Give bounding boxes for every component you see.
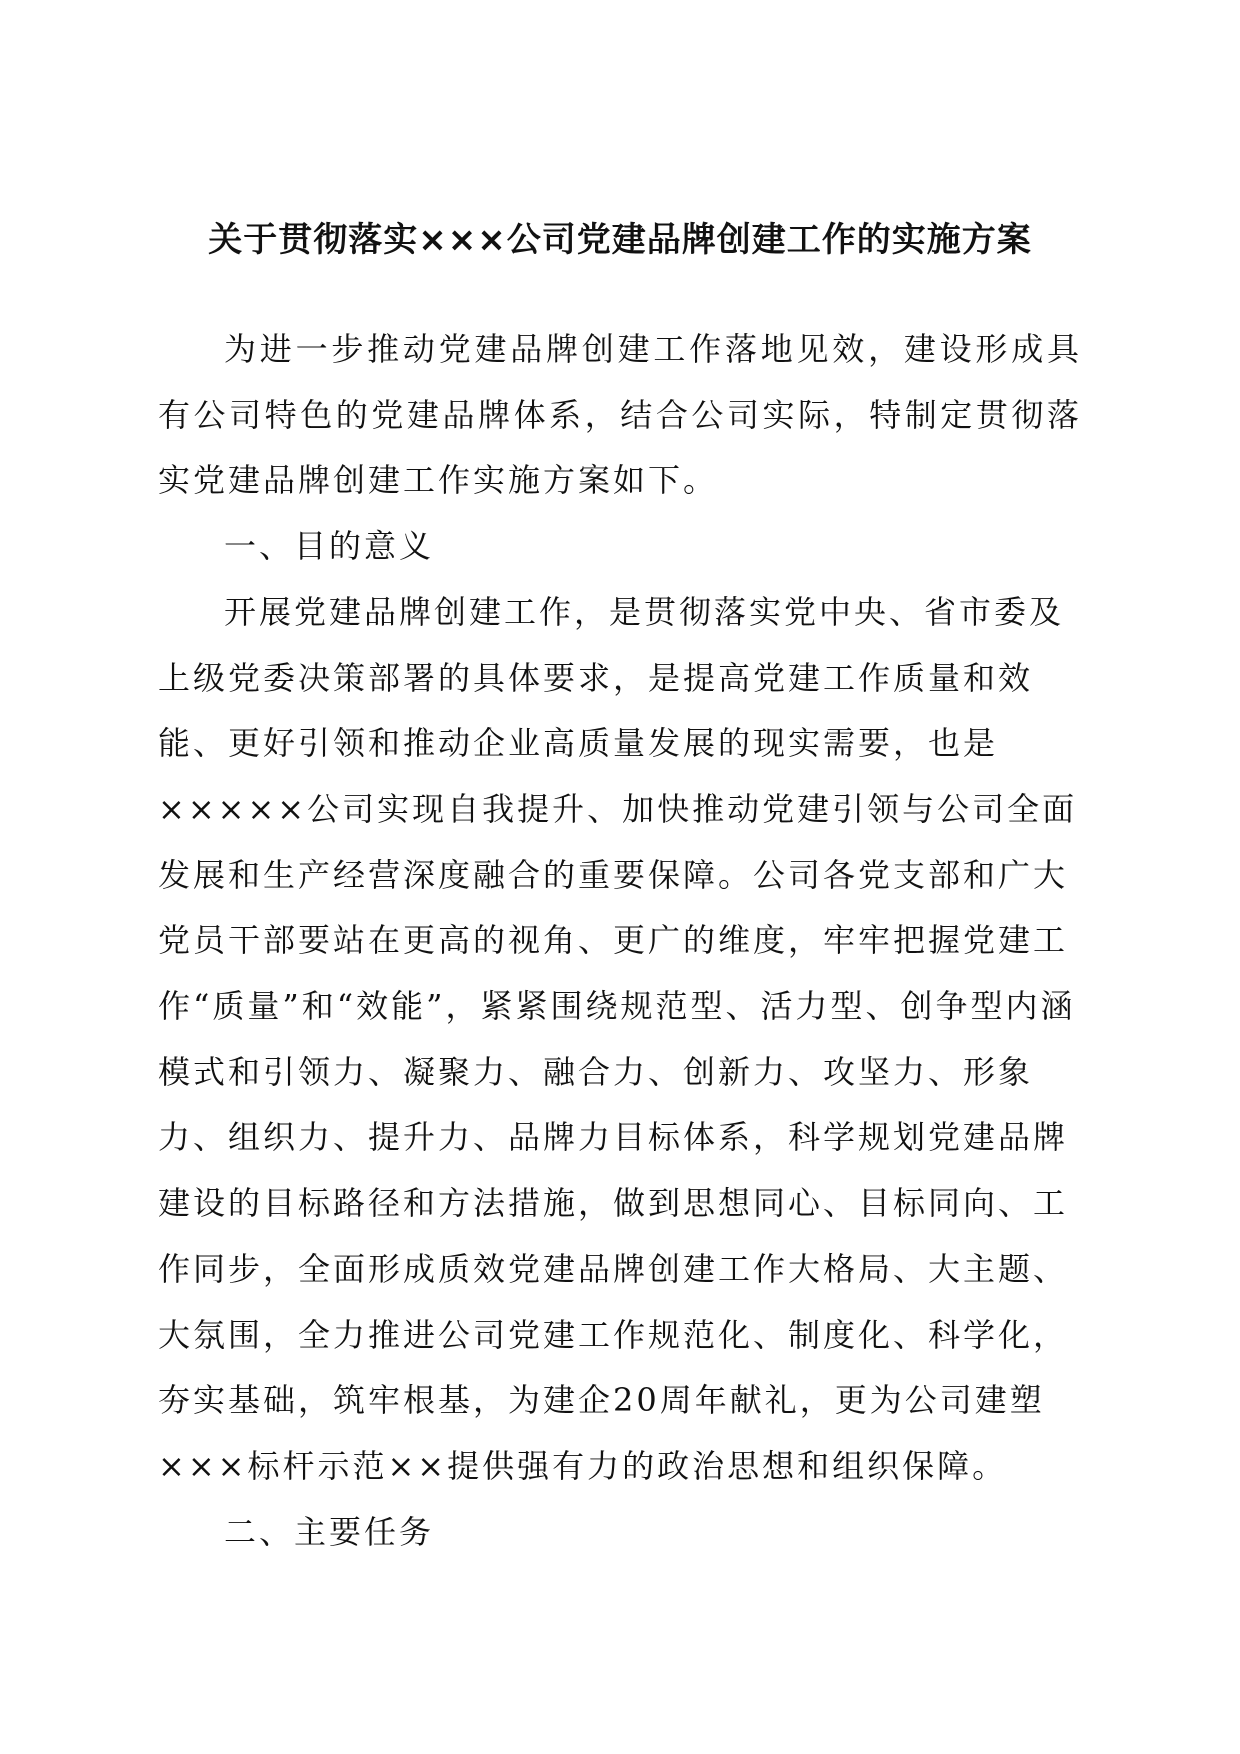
document-body bbox=[158, 317, 1082, 1565]
section-paragraph-purpose: 开展党建品牌创建工作，是贯彻落实党中央、省市委及上级党委决策部署的具体要求，是提高党建工作质量和效能、更好引领和推动企业高质量发展的现实需要，也是×××××公司实现自我提升、加快推动党建引领与公司全面发展和生产经营深度融合的重要保障。公司各党支部和广大党员干部要站在更高的视角、更广的维度，牢牢把握党建工作“质量”和“效能”，紧紧围绕规范型、活力型、创争型内涵模式和引领力、凝聚力、融合力、创新力、攻坚力、形象力、组织力、提升力、品牌力目标体系，科学规划党建品牌建设的目标路径和方法措施，做到思想同心、目标同向、工作同步，全面形成质效党建品牌创建工作大格局、大主题、大氛围，全力推进公司党建工作规范化、制度化、科学化，夯实基础，筑牢根基，为建企20周年献礼，更为公司建塑×××标杆示范××提供强有力的政治思想和组织保障。 bbox=[158, 592, 1078, 1485]
intro-paragraph: 为进一步推动党建品牌创建工作落地见效，建设形成具有公司特色的党建品牌体系，结合公司实际，特制定贯彻落实党建品牌创建工作实施方案如下。 bbox=[158, 330, 1082, 500]
section-heading-purpose: 一、目的意义 bbox=[224, 527, 435, 566]
section-heading-tasks: 二、主要任务 bbox=[224, 1512, 435, 1551]
document-title: 关于贯彻落实×××公司党建品牌创建工作的实施方案 bbox=[208, 220, 1032, 260]
